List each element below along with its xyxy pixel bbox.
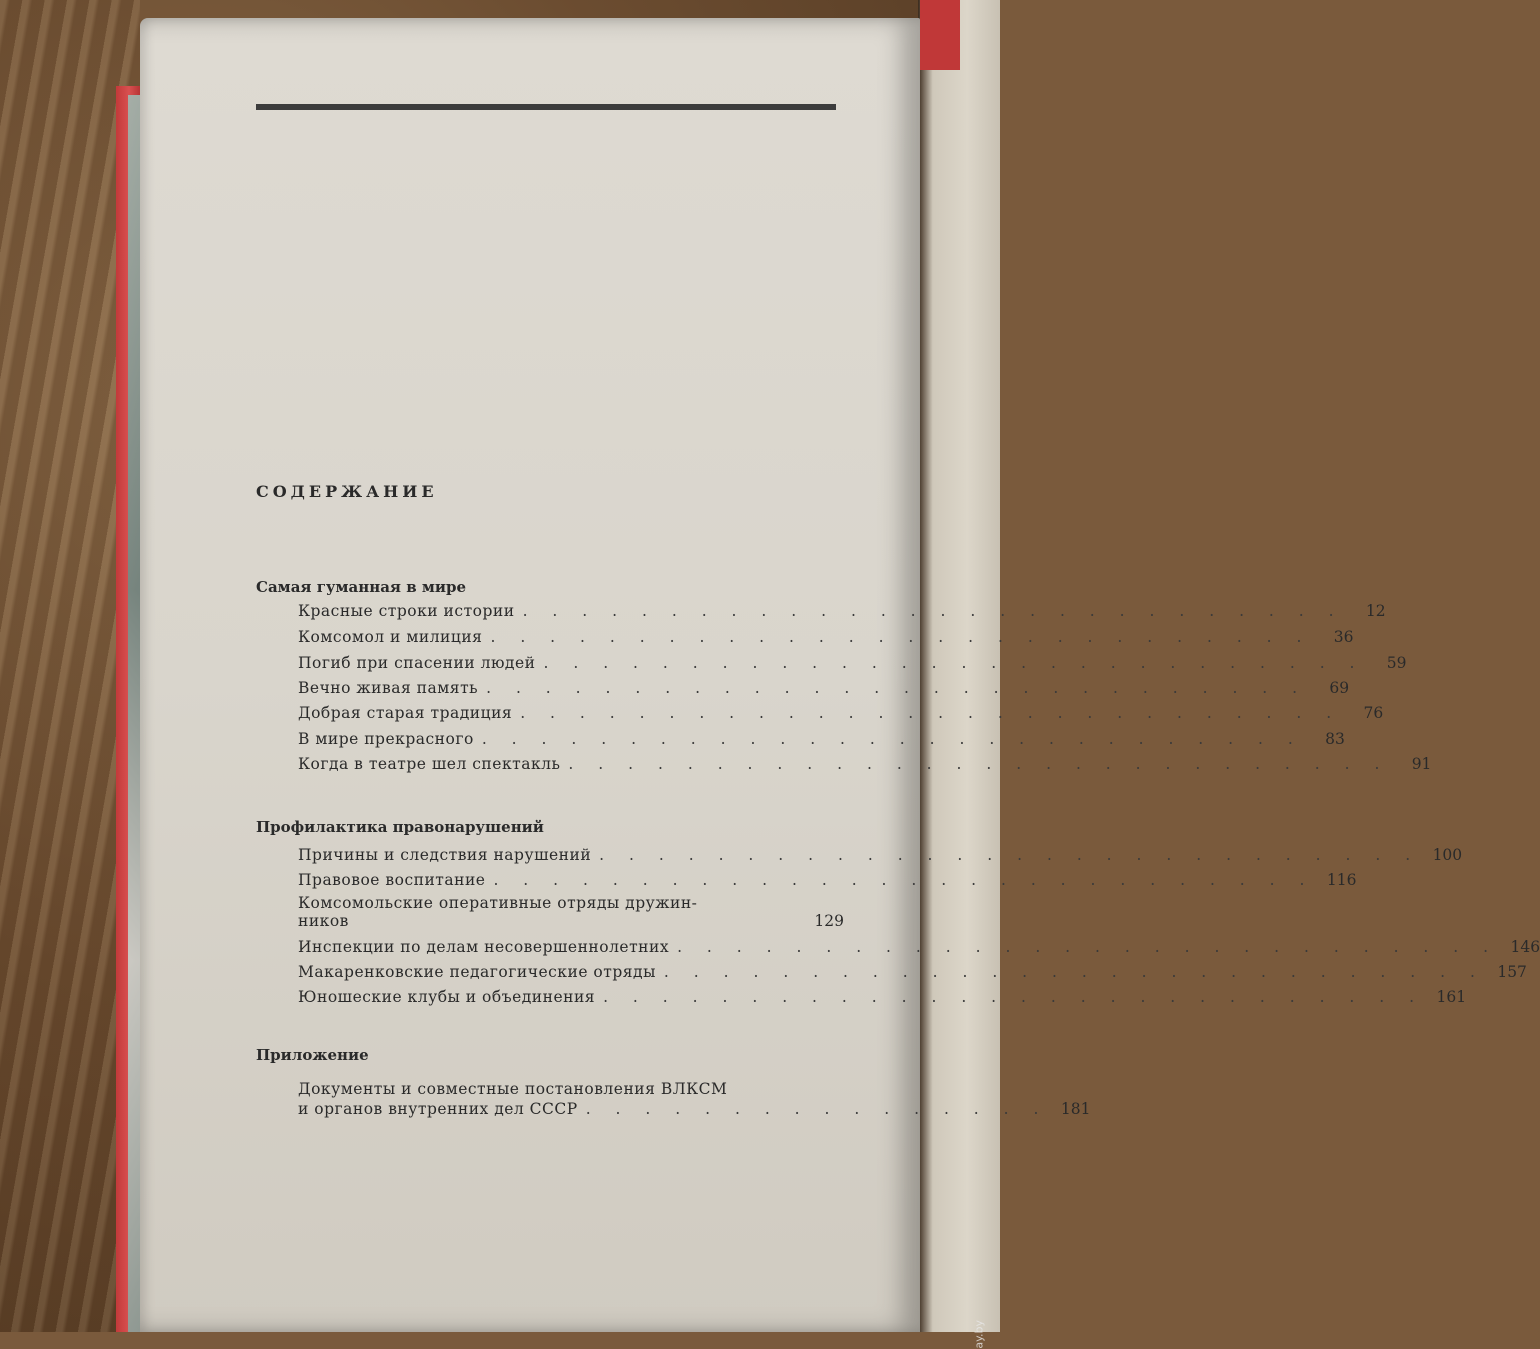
toc-entry bbox=[298, 1100, 1091, 1122]
entry-title-line: Комсомольские оперативные отряды дружин- bbox=[298, 894, 698, 912]
leader-dots: . . . . . . . . . . . . . . . . . . . . . . . . . . . . bbox=[490, 628, 1312, 646]
toc-entry bbox=[298, 938, 1540, 960]
entry-title: Добрая старая традиция bbox=[298, 704, 513, 722]
entry-page: 116 bbox=[1326, 871, 1357, 889]
entry-title: Правовое воспитание bbox=[298, 871, 486, 889]
toc-entry bbox=[298, 912, 844, 934]
entry-page: 181 bbox=[1060, 1100, 1091, 1118]
entry-page: 100 bbox=[1432, 846, 1463, 864]
entry-page: 12 bbox=[1365, 602, 1386, 620]
entry-title: Вечно живая память bbox=[298, 679, 479, 697]
entry-page: 161 bbox=[1436, 988, 1467, 1006]
toc-entry bbox=[298, 988, 1467, 1010]
toc-entry bbox=[298, 846, 1463, 868]
leader-dots: . . . . . . . . . . . . . . . . . . . . . . . . . . . . bbox=[543, 654, 1365, 672]
entry-page: 91 bbox=[1411, 755, 1432, 773]
entry-title: Красные строки истории bbox=[298, 602, 515, 620]
entry-title-line: Документы и совместные постановления ВЛКСМ bbox=[298, 1080, 728, 1098]
leader-dots: . . . . . . . . . . . . . . . . . . . . . . . . . . . . bbox=[486, 679, 1308, 697]
section-title: Профилактика правонарушений bbox=[256, 818, 544, 836]
toc-entry bbox=[298, 730, 1345, 752]
entry-page: 129 bbox=[814, 912, 844, 930]
toc-entry bbox=[298, 654, 1407, 676]
entry-title: Когда в театре шел спектакль bbox=[298, 755, 561, 773]
watermark: ay.by bbox=[973, 1320, 986, 1349]
entry-title: Юношеские клубы и объединения bbox=[298, 988, 596, 1006]
leader-dots: . . . . . . . . . . . . . . . . . . . . . . . . . . . . bbox=[522, 602, 1344, 620]
leader-dots: . . . . . . . . . . . . . . . . . . . . . . . . . . . . bbox=[568, 755, 1390, 773]
toc-entry bbox=[298, 679, 1350, 701]
toc-entry bbox=[298, 628, 1354, 650]
toc-entry bbox=[298, 871, 1357, 893]
entry-title: ников bbox=[298, 912, 349, 930]
section-title: Приложение bbox=[256, 1046, 369, 1064]
leader-dots: . . . . . . . . . . . . . . . . . . . . . . . . . . . . bbox=[599, 846, 1421, 864]
leader-dots: . . . . . . . . . . . . . . . . . . . . . . . . . . . . bbox=[677, 938, 1499, 956]
entry-title: Комсомол и милиция bbox=[298, 628, 483, 646]
entry-page: 69 bbox=[1329, 679, 1350, 697]
toc-entry bbox=[298, 755, 1432, 777]
leader-dots: . . . . . . . . . . . . . . . . bbox=[585, 1100, 1049, 1118]
entry-title: Погиб при спасении людей bbox=[298, 654, 536, 672]
leader-dots: . . . . . . . . . . . . . . . . . . . . . . . . . . . . bbox=[603, 988, 1425, 1006]
entry-title: и органов внутренних дел СССР bbox=[298, 1100, 578, 1118]
section-title: Самая гуманная в мире bbox=[256, 578, 467, 596]
entry-title: Причины и следствия нарушений bbox=[298, 846, 592, 864]
entry-page: 76 bbox=[1363, 704, 1384, 722]
entry-page: 157 bbox=[1497, 963, 1527, 981]
entry-page: 146 bbox=[1510, 938, 1540, 956]
entry-page: 59 bbox=[1386, 654, 1407, 672]
leader-dots: . . . . . . . . . . . . . . . . . . . . . . . . . . . . bbox=[520, 704, 1342, 722]
leader-dots: . . . . . . . . . . . . . . . . . . . . . . . . . . . . bbox=[663, 963, 1485, 981]
toc-entry bbox=[298, 963, 1527, 985]
toc-entry bbox=[298, 602, 1386, 624]
entry-page: 36 bbox=[1333, 628, 1354, 646]
entry-title: В мире прекрасного bbox=[298, 730, 474, 748]
toc-title: СОДЕРЖАНИЕ bbox=[256, 482, 438, 501]
toc-entry bbox=[298, 704, 1384, 726]
leader-dots: . . . . . . . . . . . . . . . . . . . . . . . . . . . . bbox=[481, 730, 1303, 748]
entry-title: Инспекции по делам несовершеннолетних bbox=[298, 938, 670, 956]
entry-title: Макаренковские педагогические отряды bbox=[298, 963, 656, 981]
entry-page: 83 bbox=[1325, 730, 1345, 748]
leader-dots: . . . . . . . . . . . . . . . . . . . . . . . . . . . . bbox=[493, 871, 1315, 889]
